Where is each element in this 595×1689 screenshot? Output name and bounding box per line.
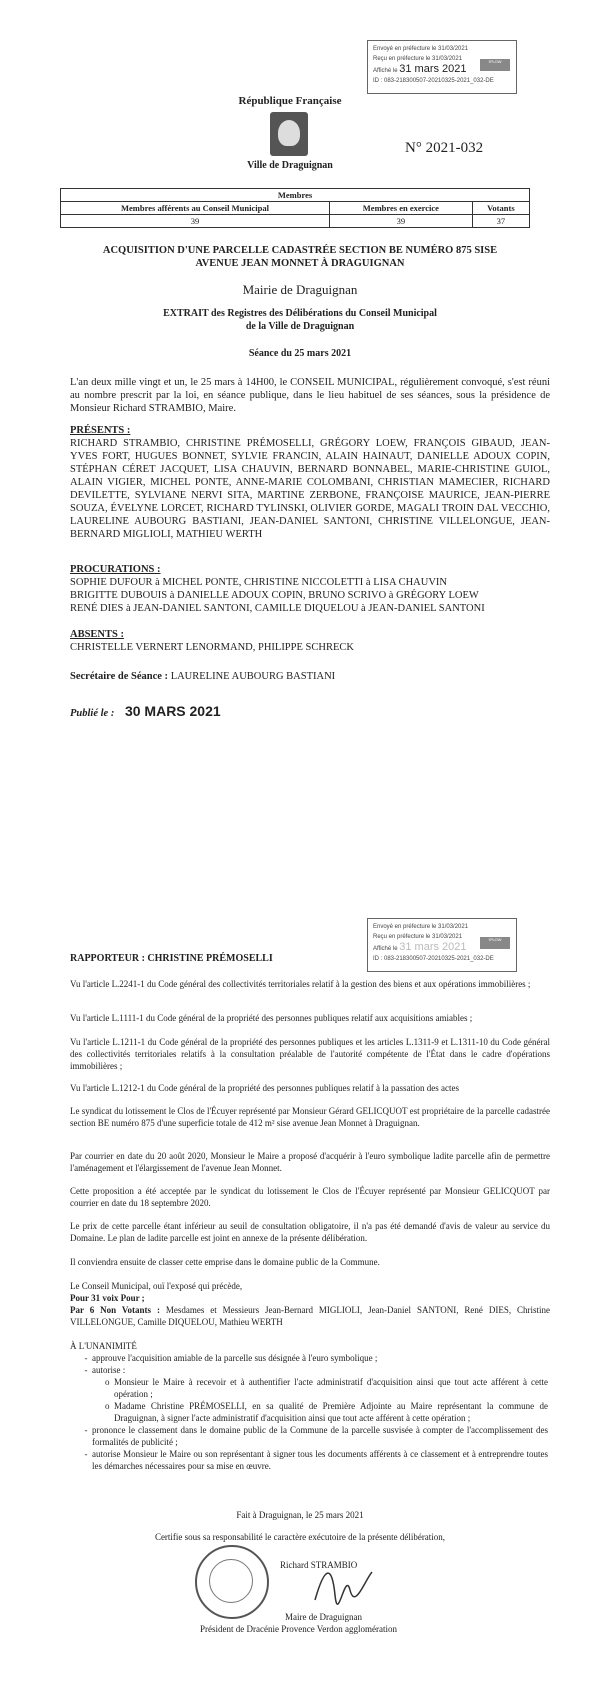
- seance-date: Séance du 25 mars 2021: [248, 348, 352, 359]
- presents-list: RICHARD STRAMBIO, CHRISTINE PRÉMOSELLI, GRÉGORY LOEW, FRANÇOIS GIBAUD, JEAN-YVES FORT, HUGUES BONNET, SYLVIE FRANCIN, ALAIN HAINAUT, DANIELLE ADOUX COPIN, STÉPHAN CÉRET JACQUET, LISA CHAUVIN, BERNARD BONNABEL, MARIE-CHRISTINE GUIOL, ALAIN VIGIER, MICHEL PONTE, ANNE-MARIE COLOMBANI, CHRISTIAN MAMECIER, RICHARD DEVILETTE, SYLVIANE NERVI SITA, MARTINE ZERBONE, FRANÇOISE MAURICE, JEAN-PIERRE SOUZA, ÉVELYNE LORCET, RICHARD TYLINSKI, OLIVIER GORDE, MAGALI TROIN DAL VECCHIO, LAURELINE AUBOURG BASTIANI, JEAN-DANIEL SANTONI, CHRISTINE VILLELONGUE, JEAN-BERNARD MIGLIOLI, MATHIEU WERTH: [70, 438, 550, 540]
- fait-a: Fait à Draguignan, le 25 mars 2021: [236, 1510, 364, 1520]
- item-autorise-classement: - autorise Monsieur le Maire ou son représentant à signer tous les documents afférents à ce classement et à entreprendre toutes les démarches nécessaires pour sa mise en œuvre.: [92, 1448, 548, 1472]
- secretaire-name: LAURELINE AUBOURG BASTIANI: [170, 671, 336, 682]
- vu-paragraph-2: Vu l'article L.1111-1 du Code général de la propriété des personnes publiques relatif aux acquisitions amiables ;: [70, 1013, 473, 1023]
- item-autorise-label: autorise :: [92, 1365, 126, 1375]
- membres-col-exercice: Membres en exercice: [330, 202, 473, 215]
- vote-intro: Le Conseil Municipal, ouï l'exposé qui précède,: [70, 1281, 243, 1291]
- signataire-titre1: Maire de Draguignan: [285, 1612, 362, 1622]
- paragraph-proprietaire: Le syndicat du lotissement le Clos de l'Écuyer représenté par Monsieur Gérard GELICQUOT est propriétaire de la parcelle cadastrée section BE numéro 875 d'une superficie totale de 412 m² sise avenue Jean Monnet à Draguignan.: [70, 1106, 550, 1128]
- vu-paragraph-4: Vu l'article L.1212-1 du Code général de la propriété des personnes publiques relatif à la passation des actes: [70, 1083, 459, 1093]
- paragraph-domaine: Le prix de cette parcelle étant inférieur au seuil de consultation obligatoire, il n'a pas été demandé d'avis de valeur au service du Domaine. Le plan de ladite parcelle est joint en annexe de la présente délibération.: [70, 1221, 550, 1243]
- mairie-title: Mairie de Draguignan: [242, 282, 358, 297]
- presents-label: PRÉSENTS :: [70, 425, 131, 436]
- stamp-received-line: Reçu en préfecture le 31/03/2021: [373, 56, 463, 62]
- certifie-line: Certifie sous sa responsabilité le caractère exécutoire de la présente délibération,: [154, 1532, 446, 1542]
- item-autorise-adjointe: o Madame Christine PRÉMOSELLI, en sa qualité de Première Adjointe au Maire représentant la commune de Draguignan, à signer l'acte administratif d'acquisition ainsi que tout acte afférent à cette opération ;: [114, 1400, 548, 1424]
- stamp-logo-icon: S²LOW: [480, 59, 510, 71]
- stamp-posted-date: 31 mars 2021: [399, 64, 467, 75]
- rapporteur: RAPPORTEUR : CHRISTINE PRÉMOSELLI: [70, 953, 273, 964]
- publie-date: 30 MARS 2021: [124, 703, 221, 719]
- secretaire-line: [70, 670, 550, 683]
- extrait-line1: EXTRAIT des Registres des Délibérations du Conseil Municipal: [163, 308, 437, 319]
- signataire-titre2: Président de Dracénie Provence Verdon agglomération: [200, 1624, 398, 1634]
- stamp2-posted-label: Affiché le: [373, 946, 398, 952]
- absents-label: ABSENTS :: [70, 629, 124, 640]
- stamp2-id: ID : 083-218300507-20210325-2021_032-DE: [373, 956, 494, 962]
- stamp2-sent-line: Envoyé en préfecture le 31/03/2021: [373, 924, 469, 930]
- stamp-sent-line: Envoyé en préfecture le 31/03/2021: [373, 46, 469, 52]
- membres-col-afferents: Membres afférents au Conseil Municipal: [61, 202, 330, 215]
- non-votants-names: Mesdames et Messieurs Jean-Bernard MIGLIOLI, Jean-Daniel SANTONI, René DIES, Christine VILLELONGUE, Camille DIQUELOU, Mathieu WERTH: [70, 1305, 550, 1327]
- extrait-line2: de la Ville de Draguignan: [245, 321, 355, 332]
- item-autorise-maire: o Monsieur le Maire à recevoir et à authentifier l'acte administratif d'acquisition ainsi que tout acte afférent à cette opération ;: [114, 1376, 548, 1400]
- item-autorise: [92, 1364, 548, 1424]
- procurations-line1: SOPHIE DUFOUR à MICHEL PONTE, CHRISTINE NICCOLETTI à LISA CHAUVIN: [70, 577, 448, 588]
- subject-title-line2: AVENUE JEAN MONNET À DRAGUIGNAN: [195, 258, 405, 269]
- vu-paragraph-3: Vu l'article L.1211-1 du Code général de la propriété des personnes publiques et les articles L.1311-9 et L.1311-10 du Code général des collectivités territoriales relatifs à la consultation préalable de l'autorité compétente de l'État dans le cadre d'opérations immobilières ;: [70, 1037, 550, 1071]
- procurations-line3: RENÉ DIES à JEAN-DANIEL SANTONI, CAMILLE DIQUELOU à JEAN-DANIEL SANTONI: [70, 603, 485, 614]
- deliberation-number: N° 2021-032: [405, 140, 484, 156]
- absents-list: CHRISTELLE VERNERT LENORMAND, PHILIPPE SCHRECK: [70, 642, 354, 653]
- membres-val-afferents: 39: [61, 215, 330, 228]
- republique-header: République Française: [238, 95, 342, 107]
- mairie-seal-icon: [195, 1545, 269, 1619]
- stamp2-received-line: Reçu en préfecture le 31/03/2021: [373, 934, 463, 940]
- stamp-posted-label: Affiché le: [373, 68, 398, 74]
- prefecture-stamp: [367, 40, 517, 94]
- vu-paragraph-1: Vu l'article L.2241-1 du Code général des collectivités territoriales relatif à la gestion des biens et aux opérations immobilières ;: [70, 979, 531, 989]
- signataire-nom: Richard STRAMBIO: [280, 1560, 358, 1570]
- membres-val-exercice: 39: [330, 215, 473, 228]
- paragraph-courrier: Par courrier en date du 20 août 2020, Monsieur le Maire a proposé d'acquérir à l'euro symbolique ladite parcelle afin de permettre l'aménagement et l'élargissement de l'avenue Jean Monnet.: [70, 1151, 550, 1173]
- intro-paragraph: L'an deux mille vingt et un, le 25 mars à 14H00, le CONSEIL MUNICIPAL, régulièrement convoqué, s'est réuni au nombre prescrit par la loi, en séance publique, dans le lieu habituel de ses séances, sous la présidence de Monsieur Richard STRAMBIO, Maire.: [70, 377, 550, 414]
- stamp2-logo-icon: S²LOW: [480, 937, 510, 949]
- vote-pour: Pour 31 voix Pour ;: [70, 1293, 145, 1303]
- stamp-id: ID : 083-218300507-20210325-2021_032-DE: [373, 78, 494, 84]
- item-approuve: - approuve l'acquisition amiable de la parcelle sus désignée à l'euro symbolique ;: [92, 1352, 548, 1364]
- membres-val-votants: 37: [472, 215, 529, 228]
- stamp2-posted-date: 31 mars 2021: [399, 942, 467, 953]
- procurations-label: PROCURATIONS :: [70, 564, 161, 575]
- vote-non-votants: [70, 1304, 550, 1328]
- paragraph-classement: Il conviendra ensuite de classer cette emprise dans le domaine public de la Commune.: [70, 1257, 380, 1267]
- membres-col-votants: Votants: [472, 202, 529, 215]
- unanimite: À L'UNANIMITÉ: [70, 1341, 137, 1351]
- decision-list: [78, 1352, 548, 1472]
- publie-label: Publié le :: [70, 708, 115, 719]
- paragraph-acceptation: Cette proposition a été acceptée par le syndicat du lotissement le Clos de l'Écuyer représenté par Monsieur GELICQUOT par courrier en date du 18 septembre 2020.: [70, 1186, 550, 1208]
- membres-title: Membres: [61, 189, 530, 202]
- item-prononce: - prononce le classement dans le domaine public de la Commune de la parcelle susvisée à compter de l'accomplissement des formalités de publicité ;: [92, 1424, 548, 1448]
- non-votants-label: Par 6 Non Votants :: [70, 1305, 160, 1315]
- ville-name: Ville de Draguignan: [247, 160, 333, 171]
- publie-line: [70, 705, 550, 720]
- subject-title-line1: ACQUISITION D'UNE PARCELLE CADASTRÉE SECTION BE NUMÉRO 875 SISE: [102, 245, 498, 256]
- procurations-line2: BRIGITTE DUBOUIS à DANIELLE ADOUX COPIN, BRUNO SCRIVO à GRÉGORY LOEW: [70, 590, 479, 601]
- membres-table: [60, 188, 530, 228]
- city-emblem-icon: [270, 112, 308, 156]
- secretaire-label: Secrétaire de Séance :: [70, 671, 169, 682]
